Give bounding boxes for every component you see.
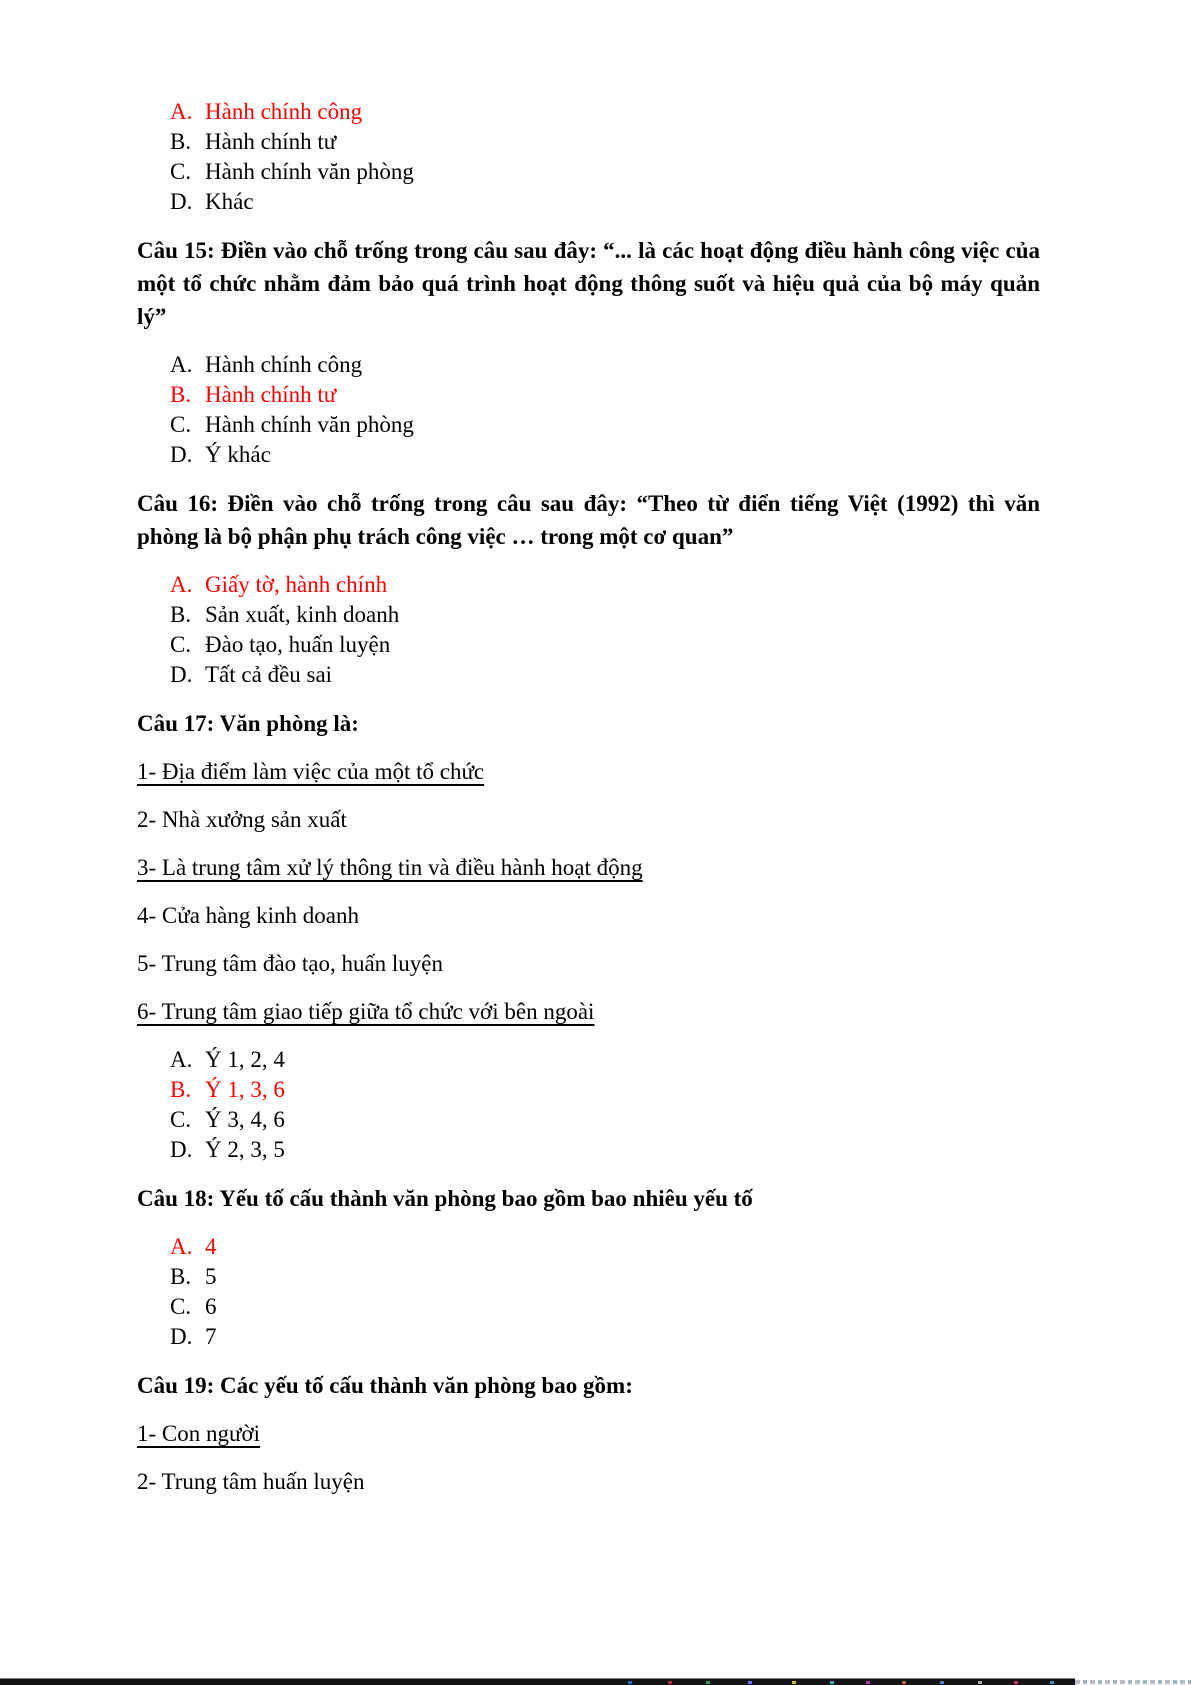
question-18-options	[137, 1232, 1040, 1352]
option-text: Hành chính tư	[205, 382, 337, 407]
option-text: 6	[205, 1294, 217, 1319]
option-a	[170, 1232, 1040, 1262]
option-a	[170, 350, 1040, 380]
option-marker: C.	[170, 1107, 192, 1132]
option-marker: B.	[170, 382, 192, 407]
question-16-title: Câu 16: Điền vào chỗ trống trong câu sau đây: “Theo từ điển tiếng Việt (1992) thì văn phòng là bộ phận phụ trách công việc … trong một cơ quan”	[137, 491, 1040, 549]
question-16-options	[137, 570, 1040, 690]
footer-noise	[830, 1681, 834, 1684]
statement-6: 6- Trung tâm giao tiếp giữa tổ chức với bên ngoài	[137, 999, 595, 1024]
option-text: Ý 2, 3, 5	[205, 1137, 285, 1162]
statement-2: 2- Trung tâm huấn luyện	[137, 1469, 365, 1494]
question-17-options	[137, 1045, 1040, 1165]
bottom-edge-bar	[0, 1678, 1075, 1685]
option-marker: A.	[170, 1047, 193, 1072]
option-marker: C.	[170, 1294, 192, 1319]
option-marker: D.	[170, 1324, 193, 1349]
footer-noise	[628, 1681, 632, 1684]
option-b	[170, 127, 1040, 157]
option-b	[170, 1075, 1040, 1105]
bottom-edge-dashes	[1075, 1680, 1191, 1684]
question-17-title: Câu 17: Văn phòng là:	[137, 711, 359, 736]
statement-3: 3- Là trung tâm xử lý thông tin và điều hành hoạt động	[137, 855, 643, 880]
option-d	[170, 187, 1040, 217]
option-text: Hành chính tư	[205, 129, 337, 154]
option-d	[170, 440, 1040, 470]
option-marker: D.	[170, 662, 193, 687]
footer-noise	[792, 1681, 796, 1684]
footer-noise	[1014, 1681, 1018, 1684]
option-a	[170, 97, 1040, 127]
option-marker: D.	[170, 189, 193, 214]
option-c	[170, 1105, 1040, 1135]
option-marker: B.	[170, 1264, 192, 1289]
footer-noise	[748, 1681, 752, 1684]
option-text: 7	[205, 1324, 217, 1349]
option-b	[170, 1262, 1040, 1292]
option-b	[170, 600, 1040, 630]
option-text: Ý 3, 4, 6	[205, 1107, 285, 1132]
option-text: Hành chính công	[205, 99, 363, 124]
footer-noise	[902, 1681, 906, 1684]
statement-5: 5- Trung tâm đào tạo, huấn luyện	[137, 951, 443, 976]
option-text: Khác	[205, 189, 254, 214]
statement-1: 1- Địa điểm làm việc của một tổ chức	[137, 759, 485, 784]
option-text: Sản xuất, kinh doanh	[205, 602, 400, 627]
footer-noise	[668, 1681, 672, 1684]
question-15-title: Câu 15: Điền vào chỗ trống trong câu sau đây: “... là các hoạt động điều hành công việc của một tổ chức nhằm đảm bảo quá trình hoạt động thông suốt và hiệu quả của bộ máy quản lý”	[137, 238, 1040, 329]
statement-4: 4- Cửa hàng kinh doanh	[137, 903, 359, 928]
option-a	[170, 1045, 1040, 1075]
option-c	[170, 157, 1040, 187]
question-18-title: Câu 18: Yếu tố cấu thành văn phòng bao gồm bao nhiêu yếu tố	[137, 1186, 753, 1211]
option-text: Hành chính văn phòng	[205, 159, 414, 184]
document-content	[137, 0, 1040, 1515]
option-c	[170, 630, 1040, 660]
option-marker: A.	[170, 99, 193, 124]
footer-noise	[866, 1681, 870, 1684]
option-marker: A.	[170, 572, 193, 597]
option-text: Giấy tờ, hành chính	[205, 572, 388, 597]
option-text: Ý 1, 3, 6	[205, 1077, 285, 1102]
statement-1: 1- Con người	[137, 1421, 261, 1446]
option-text: Tất cả đều sai	[205, 662, 333, 687]
option-marker: B.	[170, 129, 192, 154]
option-marker: C.	[170, 159, 192, 184]
footer-noise	[940, 1681, 944, 1684]
option-marker: B.	[170, 602, 192, 627]
option-marker: D.	[170, 1137, 193, 1162]
statement-2: 2- Nhà xưởng sản xuất	[137, 807, 347, 832]
option-text: Ý 1, 2, 4	[205, 1047, 285, 1072]
option-marker: D.	[170, 442, 193, 467]
footer-noise	[978, 1681, 982, 1684]
option-marker: A.	[170, 352, 193, 377]
option-text: Hành chính văn phòng	[205, 412, 414, 437]
option-marker: A.	[170, 1234, 193, 1259]
option-marker: C.	[170, 412, 192, 437]
option-d	[170, 660, 1040, 690]
option-text: 4	[205, 1234, 217, 1259]
option-marker: B.	[170, 1077, 192, 1102]
option-d	[170, 1322, 1040, 1352]
option-text: Hành chính công	[205, 352, 363, 377]
option-marker: C.	[170, 632, 192, 657]
option-d	[170, 1135, 1040, 1165]
question-15-options	[137, 350, 1040, 470]
option-c	[170, 410, 1040, 440]
option-text: Đào tạo, huấn luyện	[205, 632, 391, 657]
option-text: Ý khác	[205, 442, 271, 467]
option-a	[170, 570, 1040, 600]
carryover-options	[137, 97, 1040, 217]
question-19-title: Câu 19: Các yếu tố cấu thành văn phòng bao gồm:	[137, 1373, 633, 1398]
option-c	[170, 1292, 1040, 1322]
option-b	[170, 380, 1040, 410]
option-text: 5	[205, 1264, 217, 1289]
footer-noise	[1050, 1681, 1054, 1684]
footer-noise	[706, 1681, 710, 1684]
